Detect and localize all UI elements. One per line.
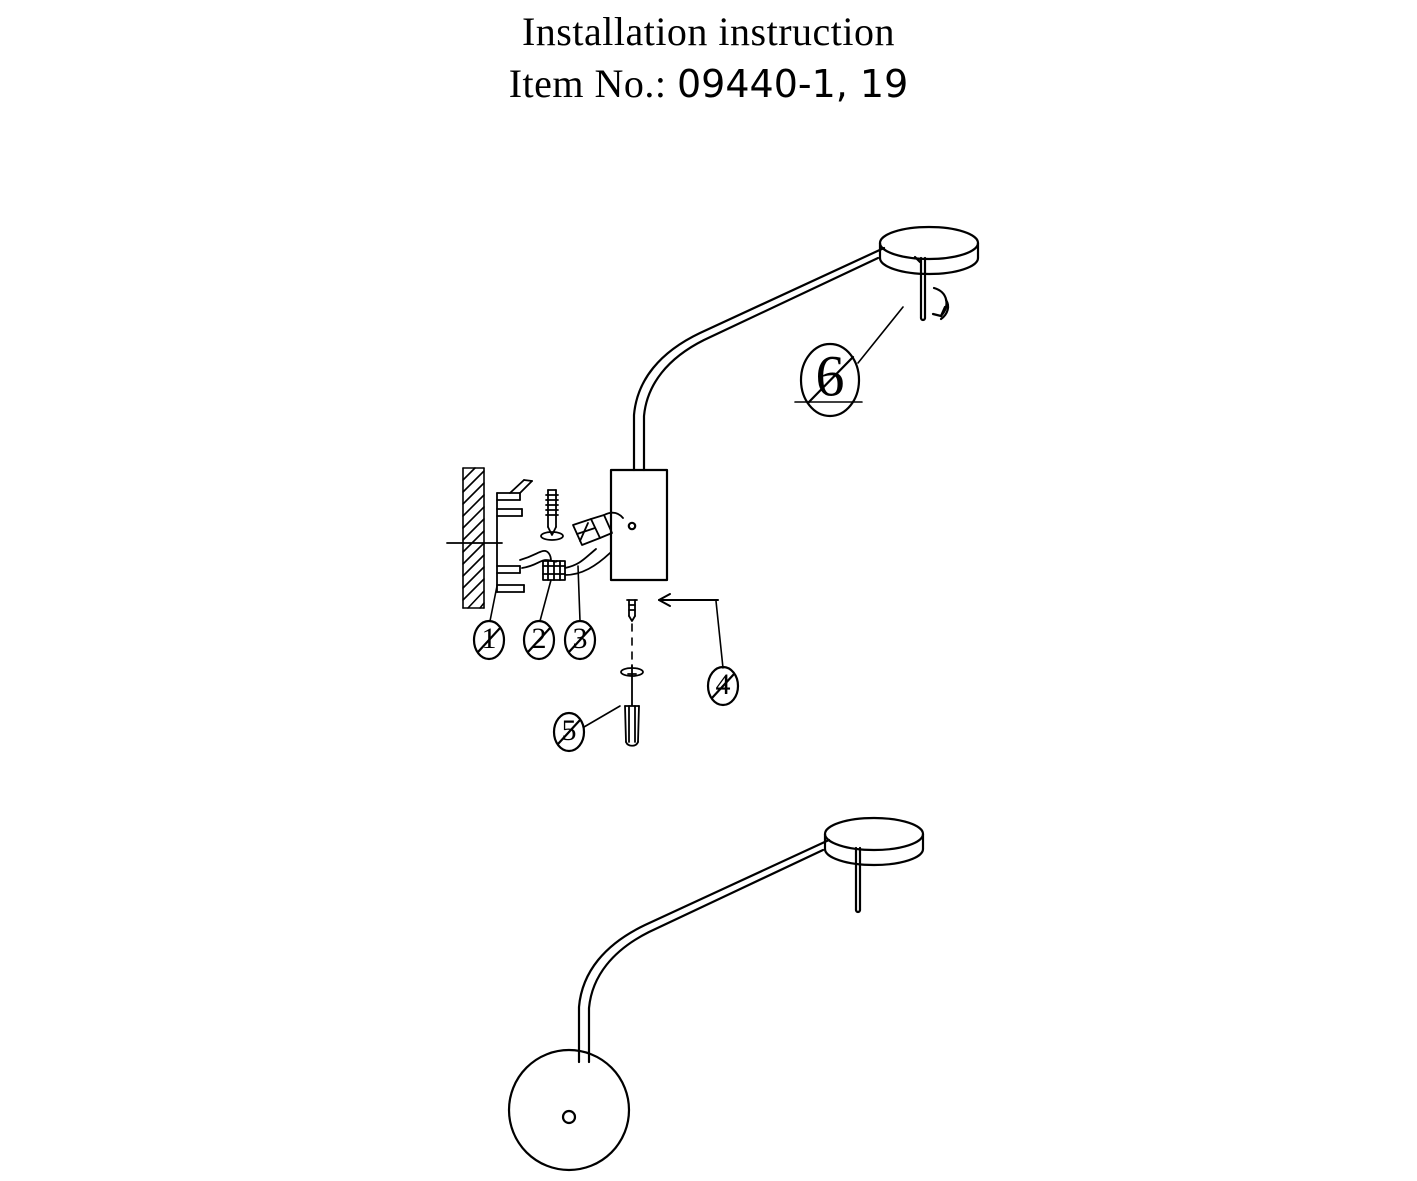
callout-2-label: 2 bbox=[531, 621, 547, 655]
callout-3 bbox=[565, 621, 595, 659]
lamp-body bbox=[611, 470, 667, 580]
terminal-block bbox=[543, 561, 565, 580]
callout-1-label: 1 bbox=[481, 621, 497, 655]
item-no-label: Item No.: bbox=[508, 61, 667, 106]
item-no-value: 09440-1, 19 bbox=[677, 62, 909, 106]
screwdriver bbox=[621, 665, 643, 746]
callout-6 bbox=[801, 343, 859, 416]
assembly-arrow bbox=[659, 594, 718, 606]
screw bbox=[541, 490, 563, 540]
round-shade-top-view bbox=[880, 227, 978, 274]
title-primary: Installation instruction bbox=[521, 9, 896, 54]
callout-3-label: 3 bbox=[572, 621, 588, 655]
callout-1 bbox=[474, 621, 504, 659]
callout-4 bbox=[708, 667, 738, 705]
callout-2 bbox=[524, 621, 554, 659]
wall-hatching bbox=[463, 468, 484, 608]
callout-5 bbox=[554, 713, 584, 751]
callout-5-label: 5 bbox=[561, 713, 577, 747]
wire-connector bbox=[573, 515, 612, 545]
callout-4-label: 4 bbox=[715, 667, 731, 701]
mounting-bracket bbox=[497, 480, 532, 592]
finished-lamp-assembly bbox=[509, 818, 923, 1170]
swing-arm bbox=[634, 248, 884, 470]
rotation-arrow bbox=[933, 288, 948, 319]
anchor-screw bbox=[627, 600, 637, 621]
callout-6-label: 6 bbox=[815, 343, 845, 409]
shade-stem bbox=[921, 258, 925, 320]
